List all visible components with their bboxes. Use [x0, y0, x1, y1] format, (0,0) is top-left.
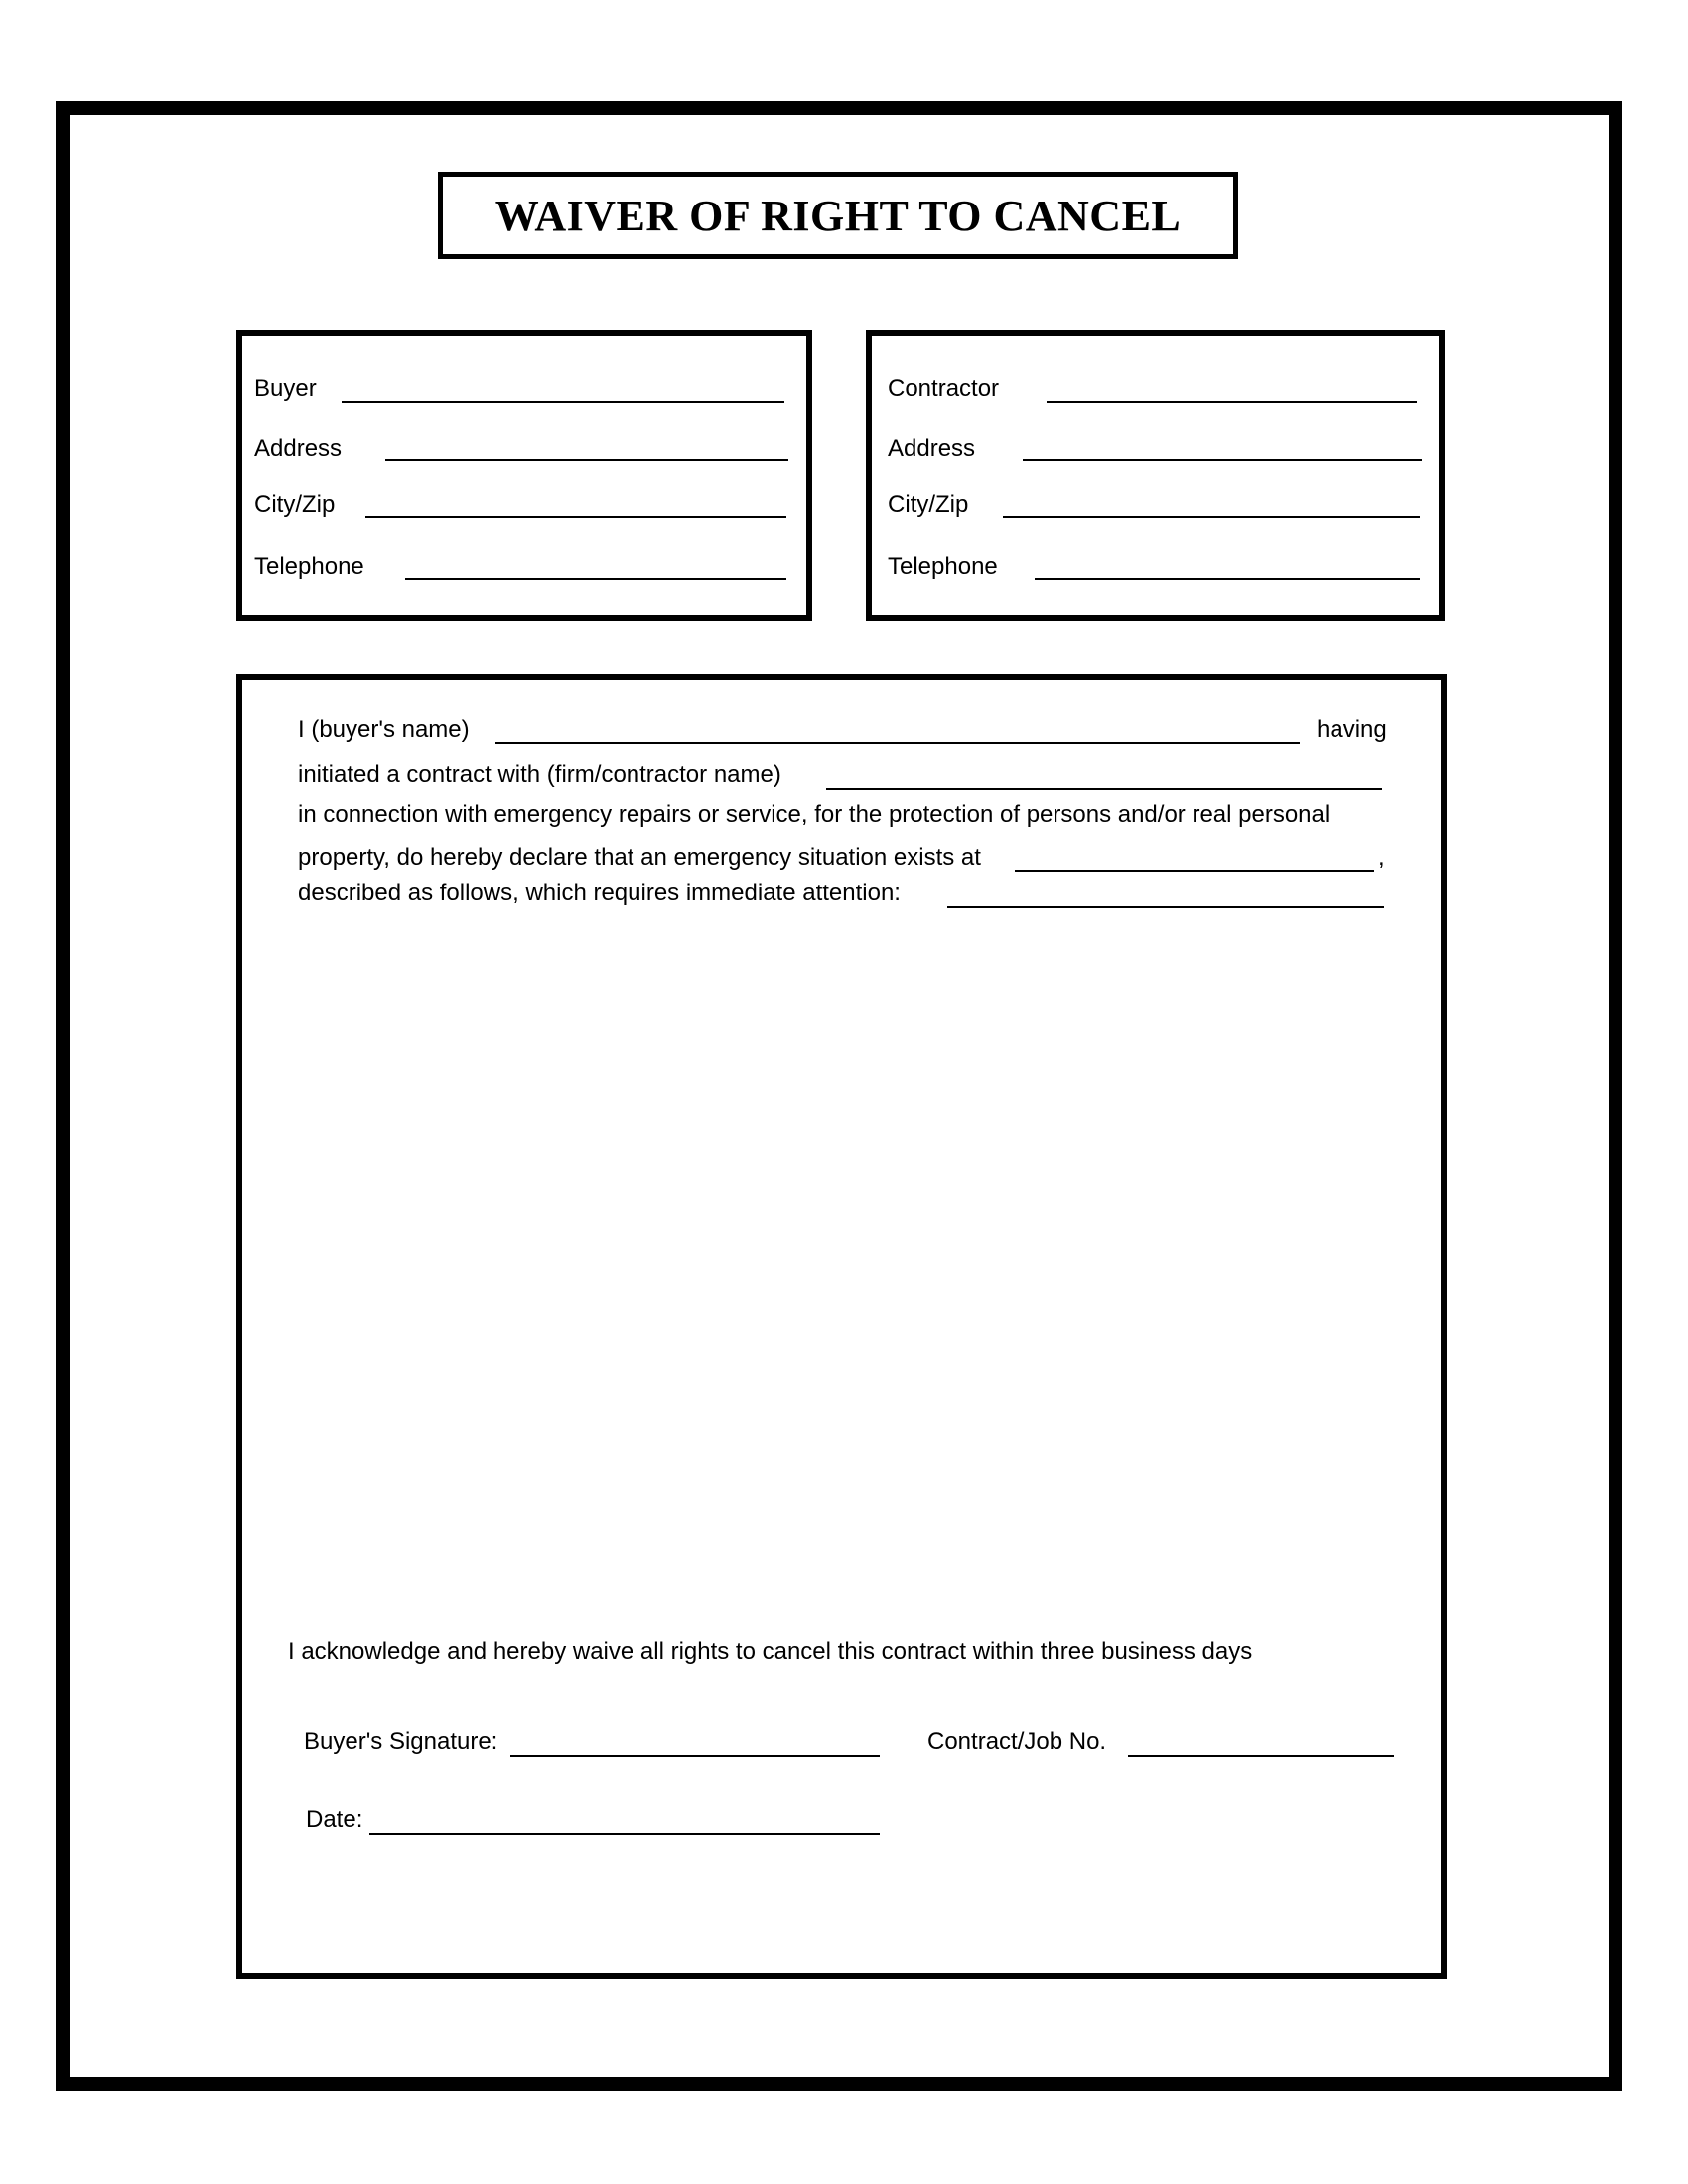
- buyer-address-field[interactable]: [385, 459, 788, 461]
- emergency-description-field[interactable]: [947, 906, 1384, 908]
- comma-text: ,: [1378, 844, 1385, 871]
- buyer-info-box: [236, 330, 812, 621]
- job-number-label: Contract/Job No.: [927, 1728, 1107, 1755]
- buyer-name-field[interactable]: [342, 401, 784, 403]
- contractor-telephone-field[interactable]: [1035, 578, 1420, 580]
- buyer-label: Buyer: [254, 375, 317, 402]
- contractor-info-box: [866, 330, 1445, 621]
- acknowledge-text: I acknowledge and hereby waive all rights to cancel this contract within three business days: [288, 1638, 1253, 1665]
- initiated-contract-label: initiated a contract with (firm/contractor name): [298, 761, 781, 788]
- buyer-name-statement-label: I (buyer's name): [298, 716, 470, 743]
- statement-contractor-name-field[interactable]: [826, 788, 1382, 790]
- date-label: Date:: [306, 1806, 363, 1833]
- contractor-name-field[interactable]: [1047, 401, 1417, 403]
- job-number-field[interactable]: [1128, 1755, 1394, 1757]
- title-box: [438, 172, 1238, 259]
- contractor-address-field[interactable]: [1023, 459, 1422, 461]
- buyer-telephone-field[interactable]: [405, 578, 786, 580]
- property-declaration-text: property, do hereby declare that an emergency situation exists at: [298, 844, 981, 871]
- contractor-telephone-label: Telephone: [888, 553, 998, 580]
- form-title: WAIVER OF RIGHT TO CANCEL: [494, 191, 1182, 240]
- contractor-cityzip-label: City/Zip: [888, 491, 969, 518]
- emergency-location-field[interactable]: [1015, 870, 1374, 872]
- contractor-cityzip-field[interactable]: [1003, 516, 1420, 518]
- contractor-label: Contractor: [888, 375, 1000, 402]
- waiver-statement-box: [236, 674, 1447, 1979]
- buyer-signature-field[interactable]: [510, 1755, 880, 1757]
- described-text: described as follows, which requires immediate attention:: [298, 880, 901, 906]
- having-text: having: [1317, 716, 1387, 743]
- connection-text: in connection with emergency repairs or service, for the protection of persons and/or real personal: [298, 801, 1331, 828]
- contractor-address-label: Address: [888, 435, 976, 462]
- date-field[interactable]: [369, 1833, 880, 1835]
- buyer-cityzip-field[interactable]: [365, 516, 786, 518]
- buyer-signature-label: Buyer's Signature:: [304, 1728, 498, 1755]
- buyer-address-label: Address: [254, 435, 343, 462]
- statement-buyer-name-field[interactable]: [495, 742, 1300, 744]
- buyer-telephone-label: Telephone: [254, 553, 364, 580]
- buyer-cityzip-label: City/Zip: [254, 491, 336, 518]
